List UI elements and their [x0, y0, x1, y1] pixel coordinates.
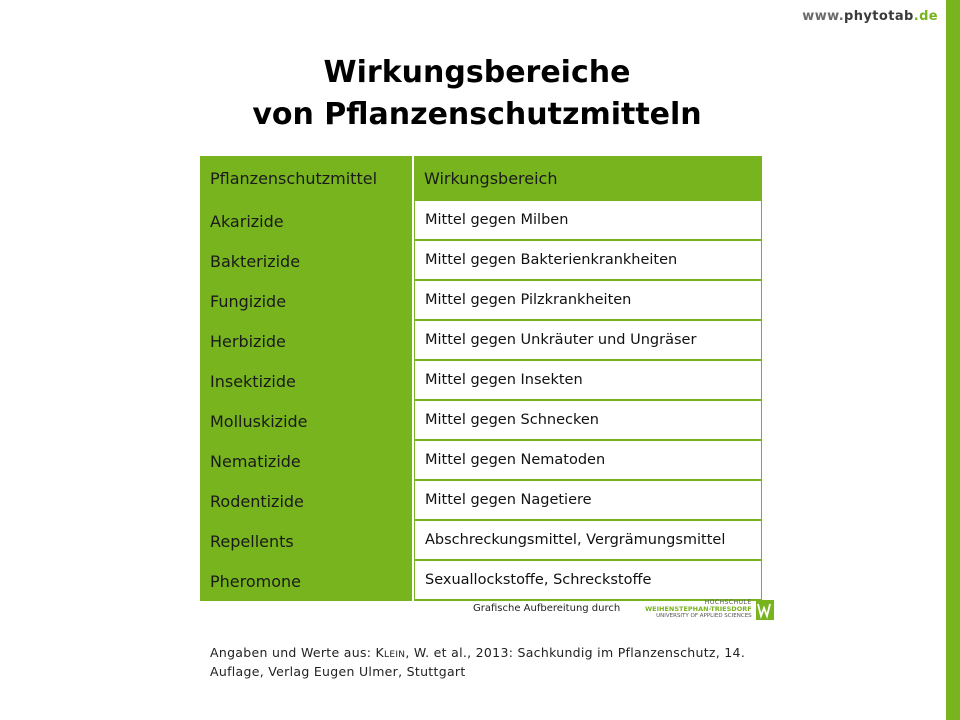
logo-text: [645, 599, 752, 620]
title-line-1: Wirkungsbereiche: [323, 55, 631, 90]
page-title: [0, 52, 954, 136]
university-logo: [645, 599, 774, 620]
site-url[interactable]: www.phytotab.de: [802, 9, 938, 24]
pesticide-name: Herbizide: [200, 321, 412, 361]
logo-line-2: WEIHENSTEPHAN-TRIESDORF: [645, 605, 752, 613]
table-row: [200, 521, 762, 561]
logo-line-3: UNIVERSITY OF APPLIED SCIENCES: [656, 613, 752, 619]
effect-description: Sexuallockstoffe, Schreckstoffe: [414, 561, 762, 601]
logo-line-1: HOCHSCHULE: [704, 599, 752, 606]
table-row: [200, 441, 762, 481]
table-row: [200, 241, 762, 281]
pesticide-name: Fungizide: [200, 281, 412, 321]
credit-text: Grafische Aufbereitung durch: [473, 603, 621, 614]
table-row: [200, 321, 762, 361]
effect-description: Mittel gegen Unkräuter und Ungräser: [414, 321, 762, 361]
table-row: [200, 561, 762, 601]
table-row: [200, 281, 762, 321]
pesticide-name: Pheromone: [200, 561, 412, 601]
header-effect: Wirkungsbereich: [414, 156, 762, 201]
pesticide-name: Bakterizide: [200, 241, 412, 281]
effect-description: Mittel gegen Milben: [414, 201, 762, 241]
pesticide-name: Rodentizide: [200, 481, 412, 521]
effect-description: Abschreckungsmittel, Vergrämungsmittel: [414, 521, 762, 561]
effect-description: Mittel gegen Schnecken: [414, 401, 762, 441]
table-row: [200, 401, 762, 441]
pesticide-name: Akarizide: [200, 201, 412, 241]
table-header-row: [200, 156, 762, 201]
effect-table: [200, 156, 762, 601]
pesticide-name: Nematizide: [200, 441, 412, 481]
citation-author: Klein: [375, 645, 406, 660]
effect-description: Mittel gegen Bakterienkrankheiten: [414, 241, 762, 281]
table-row: [200, 481, 762, 521]
effect-description: Mittel gegen Pilzkrankheiten: [414, 281, 762, 321]
header-pesticide: Pflanzenschutzmittel: [200, 156, 412, 201]
pesticide-name: Repellents: [200, 521, 412, 561]
table-body: [200, 201, 762, 601]
pesticide-name: Insektizide: [200, 361, 412, 401]
effect-description: Mittel gegen Nematoden: [414, 441, 762, 481]
effect-description: Mittel gegen Nagetiere: [414, 481, 762, 521]
title-line-2: von Pflanzenschutzmitteln: [252, 97, 702, 132]
source-citation: Angaben und Werte aus: Klein, W. et al., 2013: Sachkundig im Pflanzenschutz, 14. Auflage, Verlag Eugen Ulmer, Stuttgart: [210, 645, 746, 679]
effect-description: Mittel gegen Insekten: [414, 361, 762, 401]
pesticide-name: Molluskizide: [200, 401, 412, 441]
hswt-logo-icon: [756, 600, 774, 620]
table-row: [200, 201, 762, 241]
table-row: [200, 361, 762, 401]
